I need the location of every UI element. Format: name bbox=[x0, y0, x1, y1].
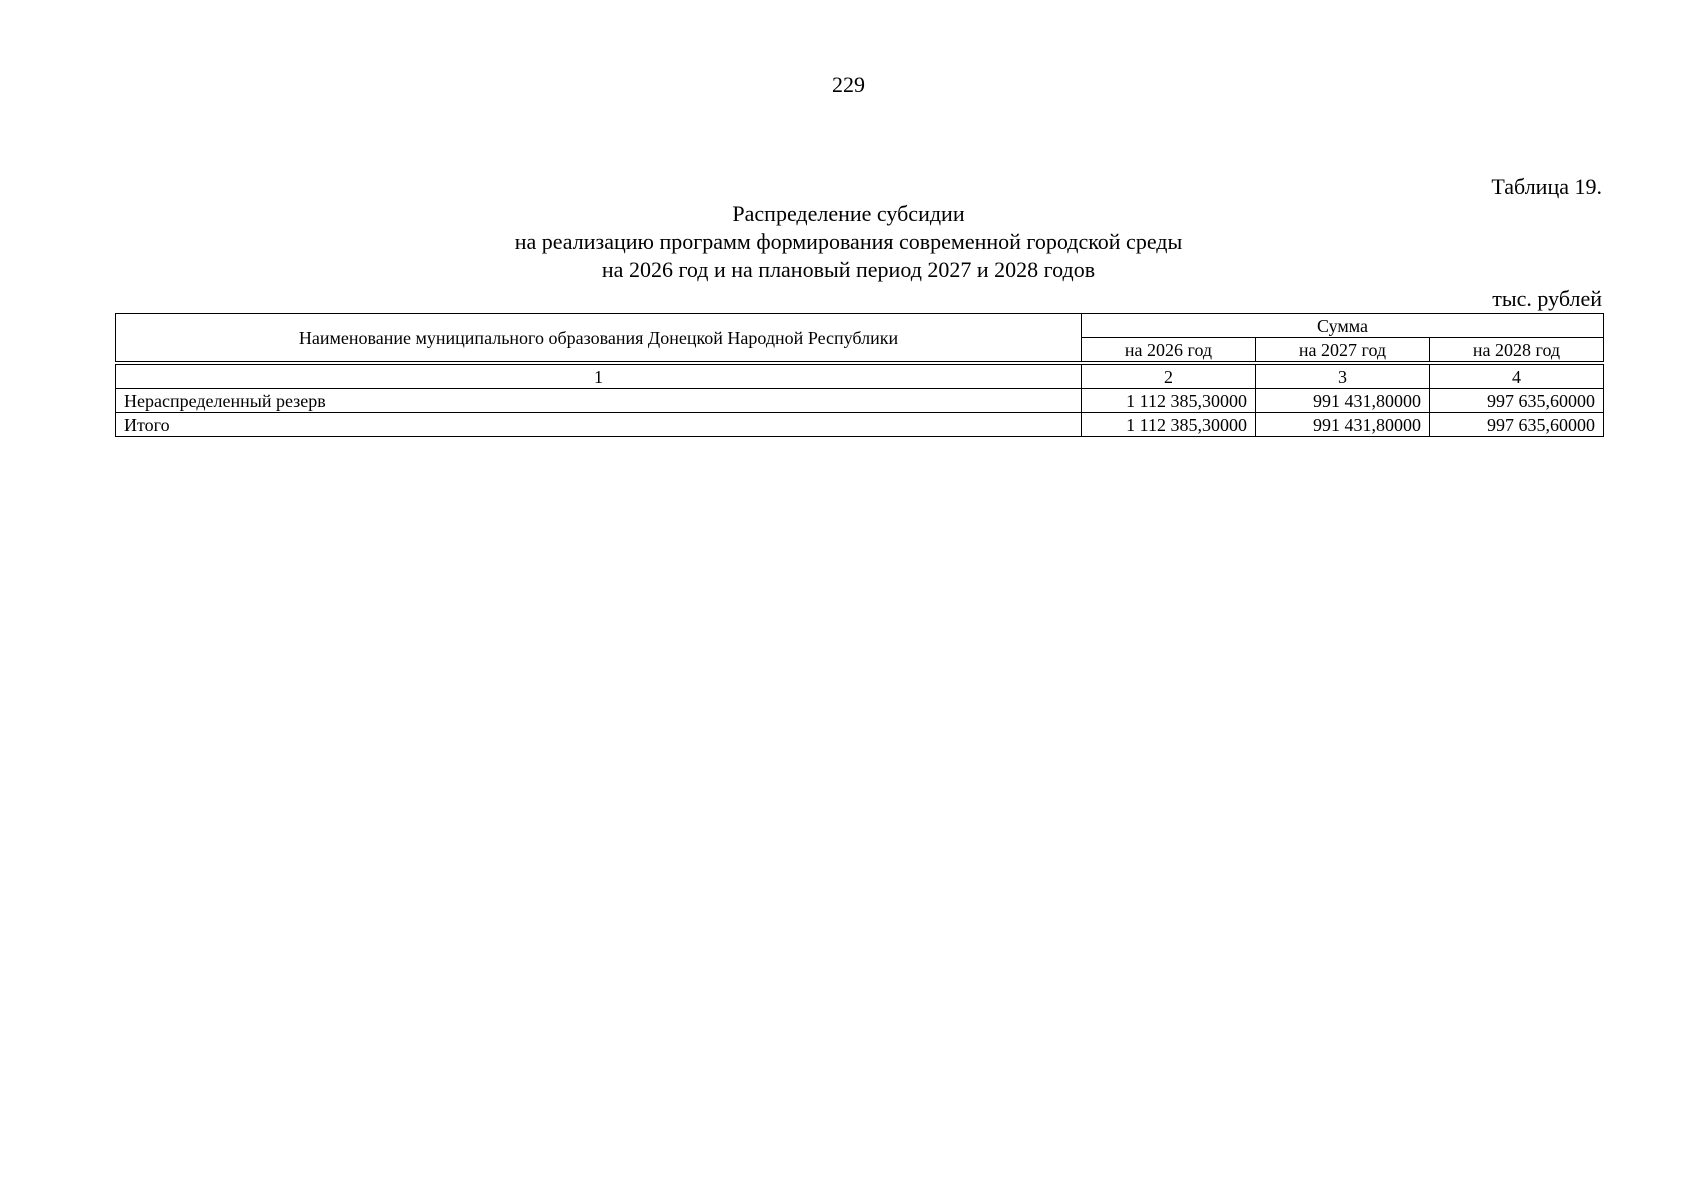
table-row bbox=[116, 389, 1604, 413]
header-name-cell: Наименование муниципального образования Донецкой Народной Республики bbox=[116, 314, 1082, 362]
row-value-2027: 991 431,80000 bbox=[1256, 389, 1430, 413]
column-number-1: 1 bbox=[116, 365, 1082, 389]
table-row-total bbox=[116, 413, 1604, 437]
table-number: Таблица 19. bbox=[1491, 174, 1602, 199]
header-sum-cell: Сумма bbox=[1082, 314, 1604, 338]
subsidy-table bbox=[115, 313, 1604, 437]
units-label: тыс. рублей bbox=[1492, 286, 1602, 311]
title-line-3: на 2026 год и на плановый период 2027 и 2028 годов bbox=[601, 257, 1096, 282]
header-year-2028: на 2028 год bbox=[1430, 338, 1604, 362]
header-year-2027: на 2027 год bbox=[1256, 338, 1430, 362]
page-number: 229 bbox=[832, 72, 865, 97]
header-year-2026: на 2026 год bbox=[1082, 338, 1256, 362]
header-row-1 bbox=[116, 314, 1604, 338]
row-value-2028: 997 635,60000 bbox=[1430, 413, 1604, 437]
title-line-2: на реализацию программ формирования современной городской среды bbox=[514, 229, 1183, 254]
row-name: Итого bbox=[116, 413, 1082, 437]
row-value-2028: 997 635,60000 bbox=[1430, 389, 1604, 413]
column-number-3: 3 bbox=[1256, 365, 1430, 389]
column-number-row bbox=[116, 365, 1604, 389]
document-title bbox=[0, 200, 1697, 284]
column-number-4: 4 bbox=[1430, 365, 1604, 389]
title-line-1: Распределение субсидии bbox=[732, 201, 965, 226]
row-value-2026: 1 112 385,30000 bbox=[1082, 413, 1256, 437]
row-value-2026: 1 112 385,30000 bbox=[1082, 389, 1256, 413]
column-number-2: 2 bbox=[1082, 365, 1256, 389]
row-value-2027: 991 431,80000 bbox=[1256, 413, 1430, 437]
row-name: Нераспределенный резерв bbox=[116, 389, 1082, 413]
